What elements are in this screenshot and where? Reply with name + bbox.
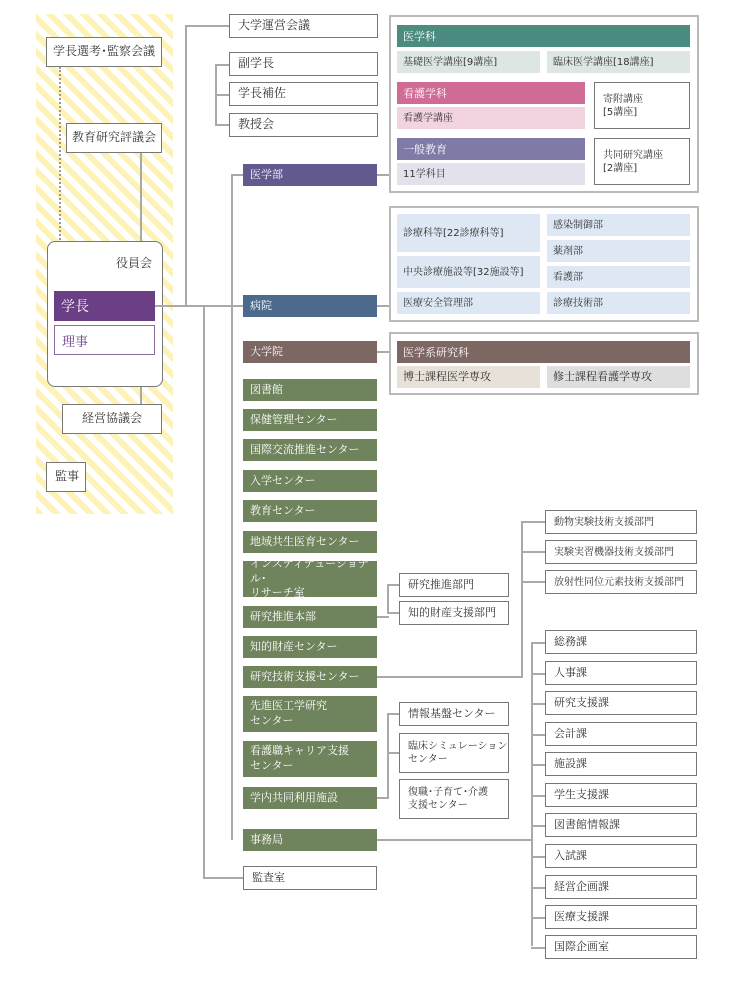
secretariat-sub-label: 施設課	[554, 756, 587, 770]
research-sub-1	[399, 573, 509, 597]
line-green-vertical	[231, 174, 233, 840]
line-hospital-panel	[377, 305, 389, 307]
line-shared-v	[387, 713, 389, 799]
line-faculty-panel	[377, 174, 389, 176]
line-fac-h	[215, 124, 229, 126]
line-rhq-h1	[387, 584, 399, 586]
master-label: 修士課程看護学専攻	[553, 369, 652, 383]
basic-cell	[397, 51, 540, 73]
line-rhq-h2	[387, 612, 399, 614]
unit-ir[interactable]	[243, 556, 377, 600]
line-sec-h	[377, 839, 533, 841]
education-council-box	[66, 123, 162, 153]
unit-audit-office-label: 監査室	[252, 870, 285, 884]
unit-regional[interactable]	[243, 531, 377, 553]
unit-shared[interactable]	[243, 787, 377, 809]
faculty-label: 医学部	[250, 167, 283, 181]
unit-secretariat-label: 事務局	[250, 832, 283, 846]
central-cell	[397, 256, 540, 288]
line-faculty-h	[231, 174, 243, 176]
line-hospital-h	[203, 305, 243, 307]
top-item-3-label: 学長補佐	[238, 86, 287, 101]
support-sub-1	[545, 510, 697, 534]
medicine-label: 医学科	[403, 30, 436, 43]
school-label: 医学系研究科	[403, 346, 469, 359]
infection-label: 感染制御部	[553, 219, 603, 231]
sec-connector	[531, 673, 545, 675]
unit-edu-center[interactable]	[243, 500, 377, 522]
medicine-header	[397, 25, 690, 47]
secretariat-sub-label: 医療支援課	[554, 909, 609, 923]
general-header	[397, 138, 585, 160]
school-header	[397, 341, 690, 363]
unit-research-hq[interactable]	[243, 606, 377, 628]
secretariat-sub-2	[545, 661, 697, 685]
president-box[interactable]	[54, 291, 155, 321]
unit-edu-center-label: 教育センター	[250, 503, 316, 517]
line-graduate-panel	[377, 351, 389, 353]
secretariat-sub-label: 会計課	[554, 726, 587, 740]
shared-sub-3-label: 復職･子育て･介護 支援センター	[408, 787, 488, 811]
sec-connector	[531, 917, 545, 919]
line-edu-board	[140, 153, 142, 241]
secretariat-sub-label: 総務課	[554, 634, 587, 648]
secretariat-sub-8	[545, 844, 697, 868]
sec-connector	[531, 642, 545, 644]
secretariat-sub-5	[545, 752, 697, 776]
sec-connector	[531, 947, 545, 949]
support-sub-2-label: 実験実習機器技術支援部門	[554, 546, 674, 558]
auditor-box	[46, 462, 86, 492]
secretariat-sub-9	[545, 875, 697, 899]
support-sub-1-label: 動物実験技術支援部門	[554, 516, 654, 528]
sec-connector	[531, 856, 545, 858]
line-vp-h	[215, 64, 229, 66]
unit-admission-label: 入学センター	[250, 473, 316, 487]
line-audit-h	[203, 877, 243, 879]
line-asst-h	[215, 94, 229, 96]
unit-health-label: 保健管理センター	[250, 412, 338, 426]
support-sub-3-label: 放射性同位元素技術支援部門	[554, 576, 684, 588]
secretariat-sub-4	[545, 722, 697, 746]
secretariat-list	[531, 630, 701, 960]
unit-advanced[interactable]	[243, 696, 377, 732]
secretariat-sub-10	[545, 905, 697, 929]
shared-sub-2	[399, 733, 509, 773]
graduate-label: 大学院	[250, 344, 283, 358]
joint-box	[594, 138, 690, 185]
sec-connector	[531, 887, 545, 889]
infection-cell	[547, 214, 690, 236]
shared-sub-2-label: 臨床シミュレーション センター	[408, 741, 508, 765]
unit-admission[interactable]	[243, 470, 377, 492]
tech-cell	[547, 292, 690, 314]
central-label: 中央診療施設等[32施設等]	[403, 266, 524, 278]
unit-intl-label: 国際交流推進センター	[250, 442, 360, 456]
unit-ir-label: インスティテューショナル･ リサーチ室	[250, 556, 369, 600]
secretariat-sub-label: 研究支援課	[554, 695, 609, 709]
secretariat-sub-label: 入試課	[554, 848, 587, 862]
unit-research-hq-label: 研究推進本部	[250, 609, 316, 623]
line-shared-h1	[387, 713, 399, 715]
line-rs-h1	[521, 521, 545, 523]
secretariat-sub-label: 図書館情報課	[554, 817, 620, 831]
endowed-box	[594, 82, 690, 129]
sec-connector	[531, 703, 545, 705]
secretariat-sub-label: 経営企画課	[554, 879, 609, 893]
safety-cell	[397, 292, 540, 314]
directors-label: 理事	[62, 334, 89, 350]
management-council-label: 経営協議会	[81, 411, 142, 426]
secretariat-sub-label: 学生支援課	[554, 787, 609, 801]
clinical-cell	[547, 51, 690, 73]
auditor-label: 監事	[55, 469, 80, 484]
secretariat-sub-label: 国際企画室	[554, 939, 609, 953]
nursing-dept-label: 看護部	[553, 271, 583, 283]
education-council-label: 教育研究評議会	[71, 130, 156, 145]
hospital-label: 病院	[250, 298, 272, 312]
secretariat-sub-11	[545, 935, 697, 959]
management-council-box	[62, 404, 162, 434]
unit-nurse-career[interactable]	[243, 741, 377, 777]
top-item-1-label: 大学運営会議	[238, 18, 311, 33]
clinical-depts-label: 診療科等[22診療科等]	[403, 227, 504, 239]
sec-connector	[531, 734, 545, 736]
general-course-cell	[397, 163, 585, 185]
doctor-label: 博士課程医学専攻	[403, 369, 491, 383]
support-sub-3	[545, 570, 697, 594]
top-item-2	[229, 52, 378, 76]
unit-research-support-label: 研究技術支援センター	[250, 669, 360, 683]
pharmacy-cell	[547, 240, 690, 262]
support-sub-2	[545, 540, 697, 564]
line-shared-h2	[387, 752, 399, 754]
doctor-cell	[397, 366, 540, 388]
general-course-label: 11学科目	[403, 168, 446, 180]
unit-library[interactable]	[243, 379, 377, 401]
unit-intl[interactable]	[243, 439, 377, 461]
secretariat-sub-label: 人事課	[554, 665, 587, 679]
line-rs-h3	[521, 581, 545, 583]
president-label: 学長	[61, 299, 89, 315]
unit-ip-center-label: 知的財産センター	[250, 639, 338, 653]
board-label: 役員会	[116, 256, 153, 270]
unit-advanced-label: 先進医工学研究 センター	[250, 699, 327, 727]
nursing-dept-cell	[547, 266, 690, 288]
unit-library-label: 図書館	[250, 382, 283, 396]
line-top-h	[185, 25, 229, 27]
sec-connector	[531, 764, 545, 766]
general-label: 一般教育	[403, 143, 447, 156]
shared-sub-3	[399, 779, 509, 819]
research-sub-1-label: 研究推進部門	[408, 577, 474, 591]
shared-sub-1	[399, 702, 509, 726]
endowed-label: 寄附講座 [5講座]	[603, 93, 643, 118]
secretariat-sub-1	[545, 630, 697, 654]
shared-sub-1-label: 情報基盤センター	[408, 706, 496, 720]
research-sub-2	[399, 601, 509, 625]
joint-label: 共同研究講座 [2講座]	[603, 149, 663, 174]
tech-label: 診療技術部	[553, 297, 603, 309]
line-rs-h	[377, 676, 523, 678]
selection-council-box	[46, 37, 162, 67]
top-item-1	[229, 14, 378, 38]
top-item-4	[229, 113, 378, 137]
secretariat-sub-3	[545, 691, 697, 715]
nursing-course-cell	[397, 107, 585, 129]
graduate-box[interactable]	[243, 341, 377, 363]
pharmacy-label: 薬剤部	[553, 245, 583, 257]
clinical-depts-cell	[397, 214, 540, 252]
safety-label: 医療安全管理部	[403, 297, 473, 309]
selection-council-label: 学長選考･監察会議	[52, 44, 155, 59]
unit-shared-label: 学内共同利用施設	[250, 790, 338, 804]
unit-regional-label: 地域共生医育センター	[250, 534, 360, 548]
unit-ip-center[interactable]	[243, 636, 377, 658]
unit-health[interactable]	[243, 409, 377, 431]
master-cell	[547, 366, 690, 388]
line-board-mgmt	[140, 387, 142, 404]
unit-research-support[interactable]	[243, 666, 377, 688]
nursing-header	[397, 82, 585, 104]
line-rhq-h	[377, 616, 389, 618]
line-main-vertical	[203, 305, 205, 879]
line-rs-h2	[521, 551, 545, 553]
line-top-branch	[185, 25, 187, 306]
unit-nurse-career-label: 看護職キャリア支援 センター	[250, 744, 349, 772]
top-item-4-label: 教授会	[238, 117, 275, 132]
top-item-2-label: 副学長	[238, 56, 275, 71]
unit-secretariat[interactable]	[243, 829, 377, 851]
secretariat-sub-6	[545, 783, 697, 807]
sec-connector	[531, 825, 545, 827]
faculty-box[interactable]	[243, 164, 377, 186]
line-rhq-v	[387, 584, 389, 614]
nursing-label: 看護学科	[403, 87, 447, 100]
research-sub-2-label: 知的財産支援部門	[408, 605, 496, 619]
line-rs-v	[521, 521, 523, 678]
clinical-label: 臨床医学講座[18講座]	[553, 56, 654, 68]
hospital-box[interactable]	[243, 295, 377, 317]
basic-label: 基礎医学講座[9講座]	[403, 56, 498, 68]
top-item-3	[229, 82, 378, 106]
directors-box	[54, 325, 155, 355]
nursing-course-label: 看護学講座	[403, 112, 453, 124]
unit-audit-office[interactable]	[243, 866, 377, 890]
secretariat-sub-7	[545, 813, 697, 837]
sec-connector	[531, 795, 545, 797]
